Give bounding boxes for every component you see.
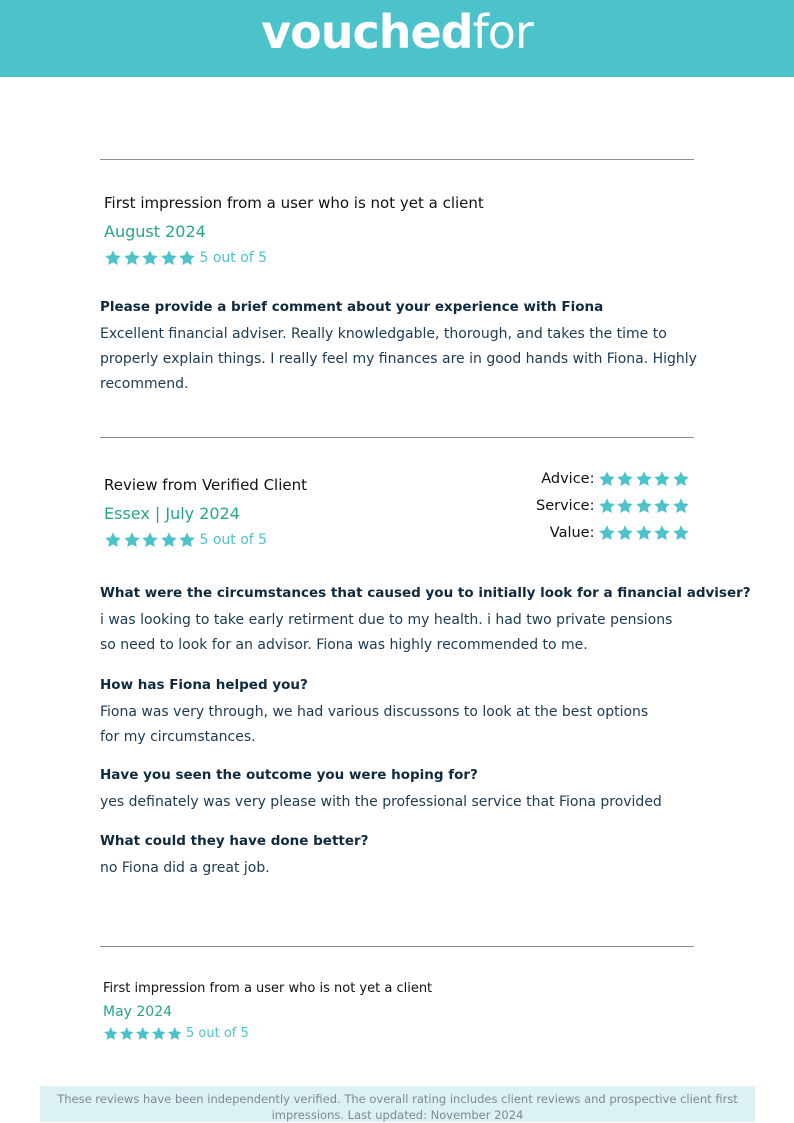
divider <box>100 946 694 947</box>
divider <box>100 437 694 438</box>
star-icon <box>598 524 616 542</box>
sub-rating-advice <box>541 470 690 488</box>
star-icon <box>598 497 616 515</box>
star-icon <box>616 470 634 488</box>
star-icon <box>653 497 671 515</box>
overall-rating <box>104 531 267 549</box>
star-icon <box>141 531 159 549</box>
star-rating <box>598 470 691 488</box>
star-icon <box>672 524 690 542</box>
star-icon <box>123 531 141 549</box>
vouchedfor-logo <box>0 4 794 60</box>
star-icon <box>141 249 159 267</box>
rating-text: 5 out of 5 <box>186 1026 249 1042</box>
question: Have you seen the outcome you were hoping for? <box>100 767 478 783</box>
review-type: Review from Verified Client <box>104 476 308 494</box>
star-icon <box>135 1026 151 1042</box>
star-icon <box>653 524 671 542</box>
sub-rating-value <box>550 524 690 542</box>
divider <box>100 159 694 160</box>
star-icon <box>178 531 196 549</box>
verification-footer: These reviews have been independently verified. The overall rating includes client reviews and prospective client first impressions. Last updated: November 2024 <box>40 1086 755 1122</box>
overall-rating <box>104 249 267 267</box>
answer: Fiona was very through, we had various discussons to look at the best options for my circumstances. <box>100 704 649 745</box>
star-icon <box>103 1026 119 1042</box>
star-icon <box>635 470 653 488</box>
star-icon <box>616 524 634 542</box>
review-date: May 2024 <box>103 1004 173 1020</box>
star-rating <box>104 531 197 549</box>
star-icon <box>167 1026 183 1042</box>
star-icon <box>672 470 690 488</box>
logo-light-text: for <box>472 5 533 59</box>
sub-rating-service <box>536 497 690 515</box>
star-rating <box>598 497 691 515</box>
sub-rating-label: Value: <box>549 525 595 541</box>
star-icon <box>160 531 178 549</box>
star-icon <box>160 249 178 267</box>
star-rating <box>598 524 691 542</box>
star-icon <box>151 1026 167 1042</box>
review-type: First impression from a user who is not yet a client <box>104 194 484 212</box>
answer: i was looking to take early retirment due to my health. i had two private pensions so need to look for an advisor. Fiona was highly recommended to me. <box>100 612 673 653</box>
sub-rating-label: Service: <box>536 498 595 514</box>
question: How has Fiona helped you? <box>100 677 308 693</box>
review-date: August 2024 <box>104 222 206 241</box>
question: What could they have done better? <box>100 833 369 849</box>
rating-text: 5 out of 5 <box>199 532 268 548</box>
star-icon <box>104 531 122 549</box>
question: What were the circumstances that caused you to initially look for a financial adviser? <box>100 585 751 601</box>
star-rating <box>103 1026 183 1042</box>
star-icon <box>672 497 690 515</box>
answer: no Fiona did a great job. <box>100 860 270 876</box>
star-icon <box>653 470 671 488</box>
star-icon <box>616 497 634 515</box>
question: Please provide a brief comment about your experience with Fiona <box>100 299 604 315</box>
review-date: Essex | July 2024 <box>104 504 240 523</box>
star-rating <box>104 249 197 267</box>
star-icon <box>119 1026 135 1042</box>
answer: Excellent financial adviser. Really knowledgable, thorough, and takes the time to properly explain things. I really feel my finances are in good hands with Fiona. Highly recommend. <box>100 326 697 392</box>
star-icon <box>104 249 122 267</box>
logo-bold-text: vouched <box>261 5 473 59</box>
star-icon <box>123 249 141 267</box>
star-icon <box>178 249 196 267</box>
star-icon <box>635 497 653 515</box>
rating-text: 5 out of 5 <box>199 250 268 266</box>
answer: yes definately was very please with the professional service that Fiona provided <box>100 794 662 810</box>
sub-rating-label: Advice: <box>541 471 595 487</box>
star-icon <box>635 524 653 542</box>
header-bar <box>0 0 794 77</box>
review-type: First impression from a user who is not yet a client <box>103 981 433 996</box>
overall-rating <box>103 1026 249 1042</box>
star-icon <box>598 470 616 488</box>
